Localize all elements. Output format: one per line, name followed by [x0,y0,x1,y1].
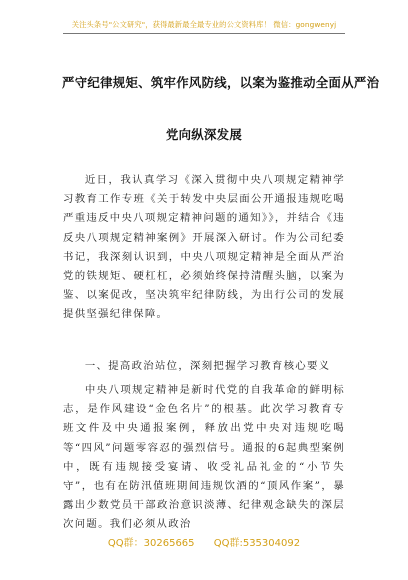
body-paragraph-1 [63,171,345,325]
body-paragraph-2 [63,381,345,535]
footer-qq-group-2: QQ群:535304092 [213,538,301,549]
paragraph-text: 近日，我认真学习《深入贯彻中央八项规定精神学习教育工作专班《关于转发中央层面公开通报违规吃喝严重违反中央八项规定精神问题的通知》》，并结合《违反央八项规定精神案例》开展深入研讨。作为公司纪委书记，我深刻认识到，中央八项规定精神是全面从严治党的铁规矩、硬杠杠，必须始终保持清醒头脑，以案为鉴、以案促改，坚决筑牢纪律防线，为出行公司的发展提供坚强纪律保障。 [63,174,345,321]
document-title-line2: 党向纵深发展 [165,127,243,142]
footer [0,534,408,549]
section-heading-1: 一、提高政治站位，深刻把握学习教育核心要义 [84,360,331,372]
header-promo-text: 关注头条号"公文研究"，获得最新最全最专业的公文资料库！ 微信：gongwenyj [71,20,337,29]
footer-qq-group-1: QQ群：30265665 [107,538,195,549]
document-title-line1: 严守纪律规矩、筑牢作风防线，以案为鉴推动全面从严治 [62,75,380,90]
paragraph-text: 中央八项规定精神是新时代党的自我革命的鲜明标志，是作风建设“金色名片”的根基。此次学习教育专班文件及中央通报案例，释放出党中央对违规吃喝等“四风”问题零容忍的强烈信号。通报的6起典型案例中，既有违规接受宴请、收受礼品礼金的“小节失守”，也有在防汛值班期间违规饮酒的“顶风作案”，暴露出少数党员干部政治意识淡薄、纪律观念缺失的深层次问题。我们必须从政治 [63,384,345,531]
header-divider [63,33,345,34]
